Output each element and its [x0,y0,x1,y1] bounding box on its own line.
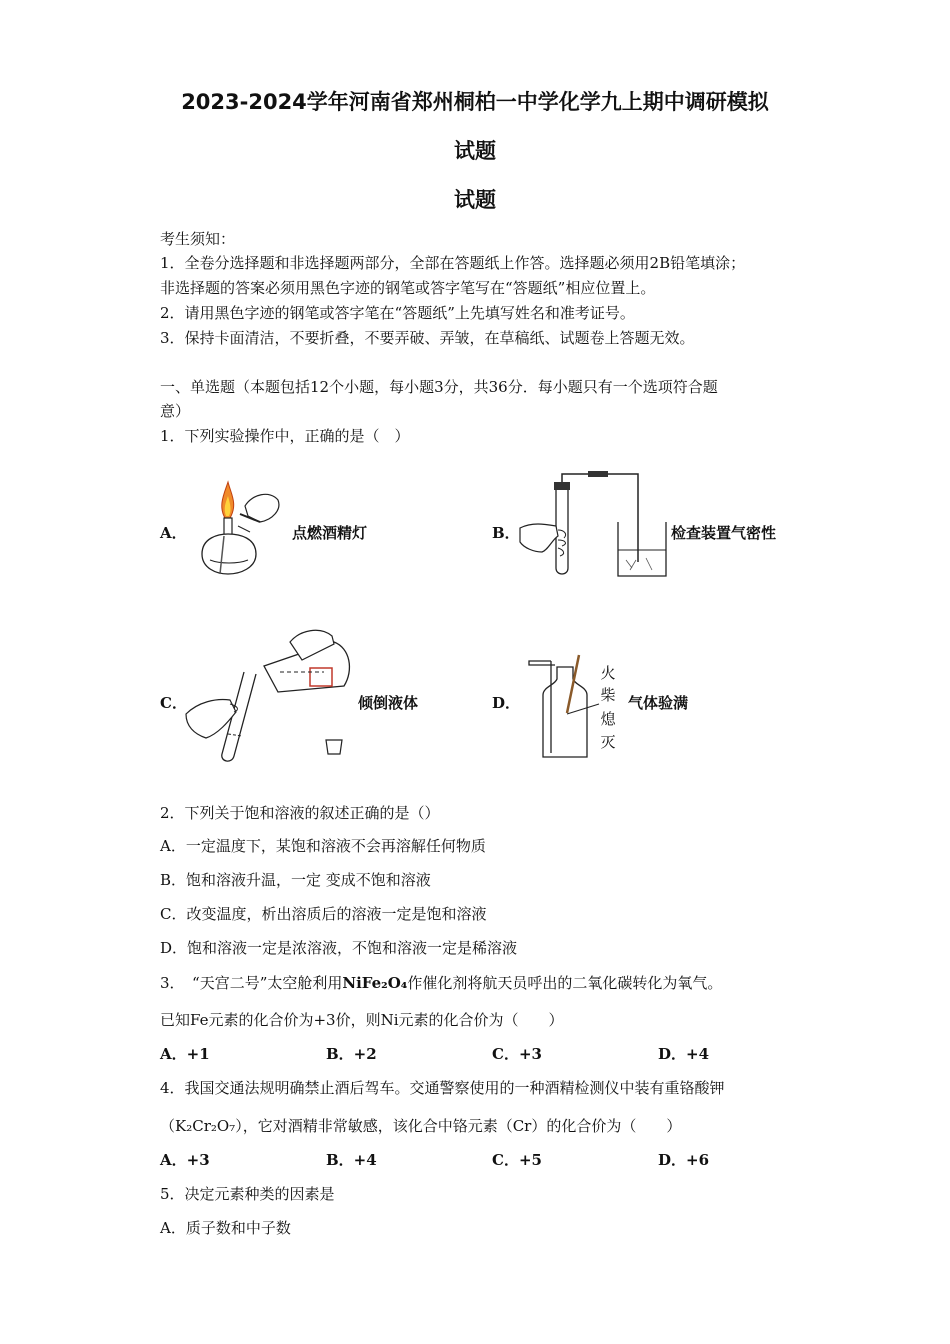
q1-option-d-caption: 气体验满 [628,694,689,712]
q4-stem-line1: 4．我国交通法规明确禁止酒后驾车。交通警察使用的一种酒精检测仪中装有重铬酸钾 [160,1079,725,1097]
q1-option-d-label: D． [492,694,521,712]
q5-option-a: A．质子数和中子数 [160,1219,291,1237]
pointer-line [565,700,605,720]
match-extinguished-char-3: 熄 [600,710,616,728]
q3-option-c: C．+3 [492,1045,542,1063]
q1-option-b-caption: 检查装置气密性 [671,524,777,542]
q1-option-a-caption: 点燃酒精灯 [292,524,368,542]
q1-option-c-label: C． [160,694,187,712]
q4-option-b: B．+4 [326,1151,377,1169]
alcohol-lamp-figure [190,476,285,581]
q1-stem: 1．下列实验操作中，正确的是（ ） [160,427,410,445]
q3-option-b: B．+2 [326,1045,377,1063]
notice-item-1: 1．全卷分选择题和非选择题两部分，全部在答题纸上作答。选择题必须用2B铅笔填涂； [160,254,746,272]
q4-option-c: C．+5 [492,1151,542,1169]
q4-stem-line2: （K₂Cr₂O₇），它对酒精非常敏感，该化合中铬元素（Cr）的化合价为（ ） [160,1117,682,1135]
match-extinguished-char-4: 灭 [600,733,616,751]
exam-title-line2: 试题 [454,139,496,163]
notice-item-2: 2．请用黑色字迹的钢笔或答字笔在“答题纸”上先填写姓名和准考证号。 [160,304,635,322]
match-extinguished-char-2: 柴 [600,686,616,704]
q3-stem-post: 作催化剂将航天员呼出的二氧化碳转化为氧气。 [407,974,723,992]
notice-item-1-cont: 非选择题的答案必须用黑色字迹的钢笔或答字笔写在“答题纸”相应位置上。 [160,279,656,297]
q3-formula: NiFe₂O₄ [342,974,408,992]
q3-option-d: D．+4 [658,1045,710,1063]
q3-option-a: A．+1 [160,1045,210,1063]
section1-heading: 一、单选题（本题包括12个小题，每小题3分，共36分．每小题只有一个选项符合题 [160,378,718,396]
q3-stem-line2: 已知Fe元素的化合价为+3价，则Ni元素的化合价为（ ） [160,1011,564,1029]
q3-stem-pre: 3． “天宫二号”太空舱利用 [160,974,343,992]
notice-heading: 考生须知： [160,230,236,248]
pouring-liquid-figure [184,622,354,764]
notice-item-3: 3．保持卡面清洁，不要折叠，不要弄破、弄皱，在草稿纸、试题卷上答题无效。 [160,329,695,347]
q2-option-b: B．饱和溶液升温，一定 变成不饱和溶液 [160,871,431,889]
q5-stem: 5．决定元素种类的因素是 [160,1185,335,1203]
q2-option-a: A．一定温度下，某饱和溶液不会再溶解任何物质 [160,837,486,855]
section1-heading-cont: 意） [160,402,191,420]
q2-option-d: D．饱和溶液一定是浓溶液，不饱和溶液一定是稀溶液 [160,939,518,957]
exam-title-line3: 试题 [454,188,496,212]
q1-option-c-caption: 倾倒液体 [358,694,419,712]
q2-stem: 2．下列关于饱和溶液的叙述正确的是（） [160,804,440,822]
q2-option-c: C．改变温度，析出溶质后的溶液一定是饱和溶液 [160,905,487,923]
q1-option-b-label: B． [492,524,520,542]
match-extinguished-char-1: 火 [600,664,616,682]
airtightness-apparatus-figure [518,470,668,580]
q1-option-a-label: A． [160,524,187,542]
q4-option-d: D．+6 [658,1151,710,1169]
q3-stem [160,973,722,993]
exam-title-line1: 2023-2024学年河南省郑州桐柏一中学化学九上期中调研模拟 [181,90,769,114]
q4-option-a: A．+3 [160,1151,210,1169]
